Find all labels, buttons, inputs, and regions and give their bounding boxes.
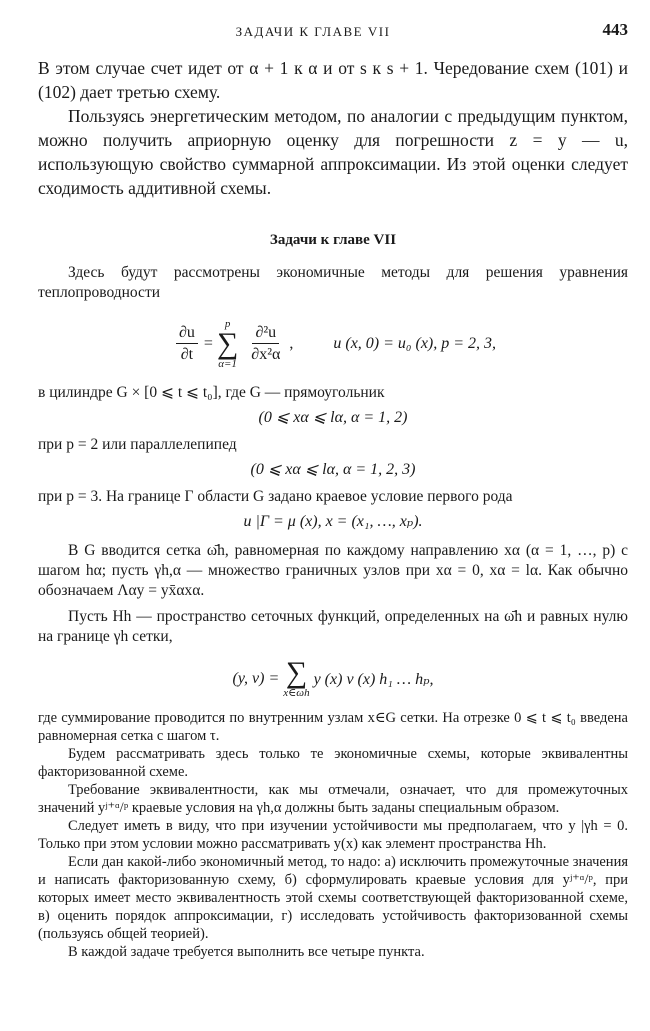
lhs-denominator: ∂t xyxy=(180,345,194,363)
summation-sign xyxy=(217,318,238,370)
rhs-fraction xyxy=(248,323,283,366)
boundary-condition-formula: u |Γ = μ (x), x = (x₁, …, xₚ). xyxy=(243,513,423,530)
parallelepiped-paragraph: при p = 2 или параллелепипед xyxy=(38,436,237,453)
sum-lower-limit: α=1 xyxy=(218,358,237,370)
intro-paragraph-2: Пользуясь энергетическим методом, по аналогии с предыдущим пунктом, можно получить априорную оценку для погрешности z = y — u, использующую свойство суммарной аппроксимации. Из этой оценки следует сходимость аддитивной схемы. xyxy=(38,106,628,198)
cylinder-paragraph: в цилиндре G × [0 ⩽ t ⩽ t₀], где G — прямоугольник xyxy=(38,384,385,401)
section-title: Задачи к главе VII xyxy=(269,232,397,248)
sigma-icon: ∑ xyxy=(285,656,308,689)
boundary-condition-paragraph: при p = 3. На границе Γ области G задано краевое условие первого рода xyxy=(38,488,513,505)
final-paragraph: В каждой задаче требуется выполнить все четыре пункта. xyxy=(68,944,425,960)
inner-product-formula xyxy=(38,655,628,703)
sum-lower-limit-2: x∈ωh xyxy=(283,687,310,699)
sum-upper-limit: p xyxy=(224,318,231,330)
summation-sign-2 xyxy=(283,656,310,699)
heat-equation-formula xyxy=(38,311,628,377)
function-space-paragraph: Пусть Hh — пространство сеточных функций, определенных на ω̄h и равных нулю на границе γh сетки, xyxy=(38,608,628,645)
rhs-denominator: ∂x²α xyxy=(251,345,281,363)
rectangle-formula: (0 ⩽ xα ⩽ lα, α = 1, 2) xyxy=(258,409,408,426)
inner-product-lhs: (y, v) = xyxy=(232,670,280,687)
sigma-icon: ∑ xyxy=(216,327,239,360)
lhs-numerator: ∂u xyxy=(176,323,198,344)
summation-paragraph: где суммирование проводится по внутренним узлам x∈G сетки. На отрезке 0 ⩽ t ⩽ t₀ введена равномерная сетка с шагом τ. xyxy=(38,710,628,744)
economic-schemes-paragraph: Будем рассматривать здесь только те экономичные схемы, которые эквивалентны факторизованной схеме. xyxy=(38,746,628,780)
book-page xyxy=(38,18,628,961)
intro-paragraph-1: В этом случае счет идет от α + 1 к α и от s к s + 1. Чередование схем (101) и (102) дает третью схему. xyxy=(38,58,628,102)
comma: , xyxy=(289,335,294,352)
lhs-fraction xyxy=(176,323,198,366)
tasks-paragraph: Если дан какой-либо экономичный метод, то надо: а) исключить промежуточные значения и написать факторизованную схему, б) сформулировать краевые условия для yʲ⁺ᵅ/ᵖ, при которых имеет место эквивалентность этой схемы соответствующей факторизованной схеме, в) оценить порядок аппроксимации, г) исследовать устойчивость факторизованной схемы (пользуясь общей теорией). xyxy=(38,854,628,942)
equivalence-paragraph: Требование эквивалентности, как мы отмечали, означает, что для промежуточных значений yʲ⁺ᵅ/ᵖ краевые условия на γh,α должны быть заданы специальным образом. xyxy=(38,782,628,816)
inner-product-rhs: y (x) v (x) h₁ … hₚ, xyxy=(313,671,434,688)
initial-condition: u (x, 0) = u₀ (x), p = 2, 3, xyxy=(333,335,497,352)
section-intro-paragraph: Здесь будут рассмотрены экономичные методы для решения уравнения теплопроводности xyxy=(38,264,628,301)
page-header xyxy=(38,18,628,42)
rhs-numerator: ∂²u xyxy=(252,323,279,344)
page-number: 443 xyxy=(602,20,628,39)
equals-sign: = xyxy=(203,335,213,352)
grid-paragraph: В G вводится сетка ω̄h, равномерная по каждому направлению xα (α = 1, …, p) с шагом hα; пусть γh,α — множество граничных узлов при xα = 0, xα = lα. Как обычно обозначаем Λαy = yx̄αxα. xyxy=(38,542,628,599)
stability-note-paragraph: Следует иметь в виду, что при изучении устойчивости мы предполагаем, что y |γh = 0. Только при этом условии можно рассматривать y(x) как элемент пространства Hh. xyxy=(38,818,628,852)
parallelepiped-formula: (0 ⩽ xα ⩽ lα, α = 1, 2, 3) xyxy=(250,461,416,478)
running-title: ЗАДАЧИ К ГЛАВЕ VII xyxy=(235,24,391,39)
